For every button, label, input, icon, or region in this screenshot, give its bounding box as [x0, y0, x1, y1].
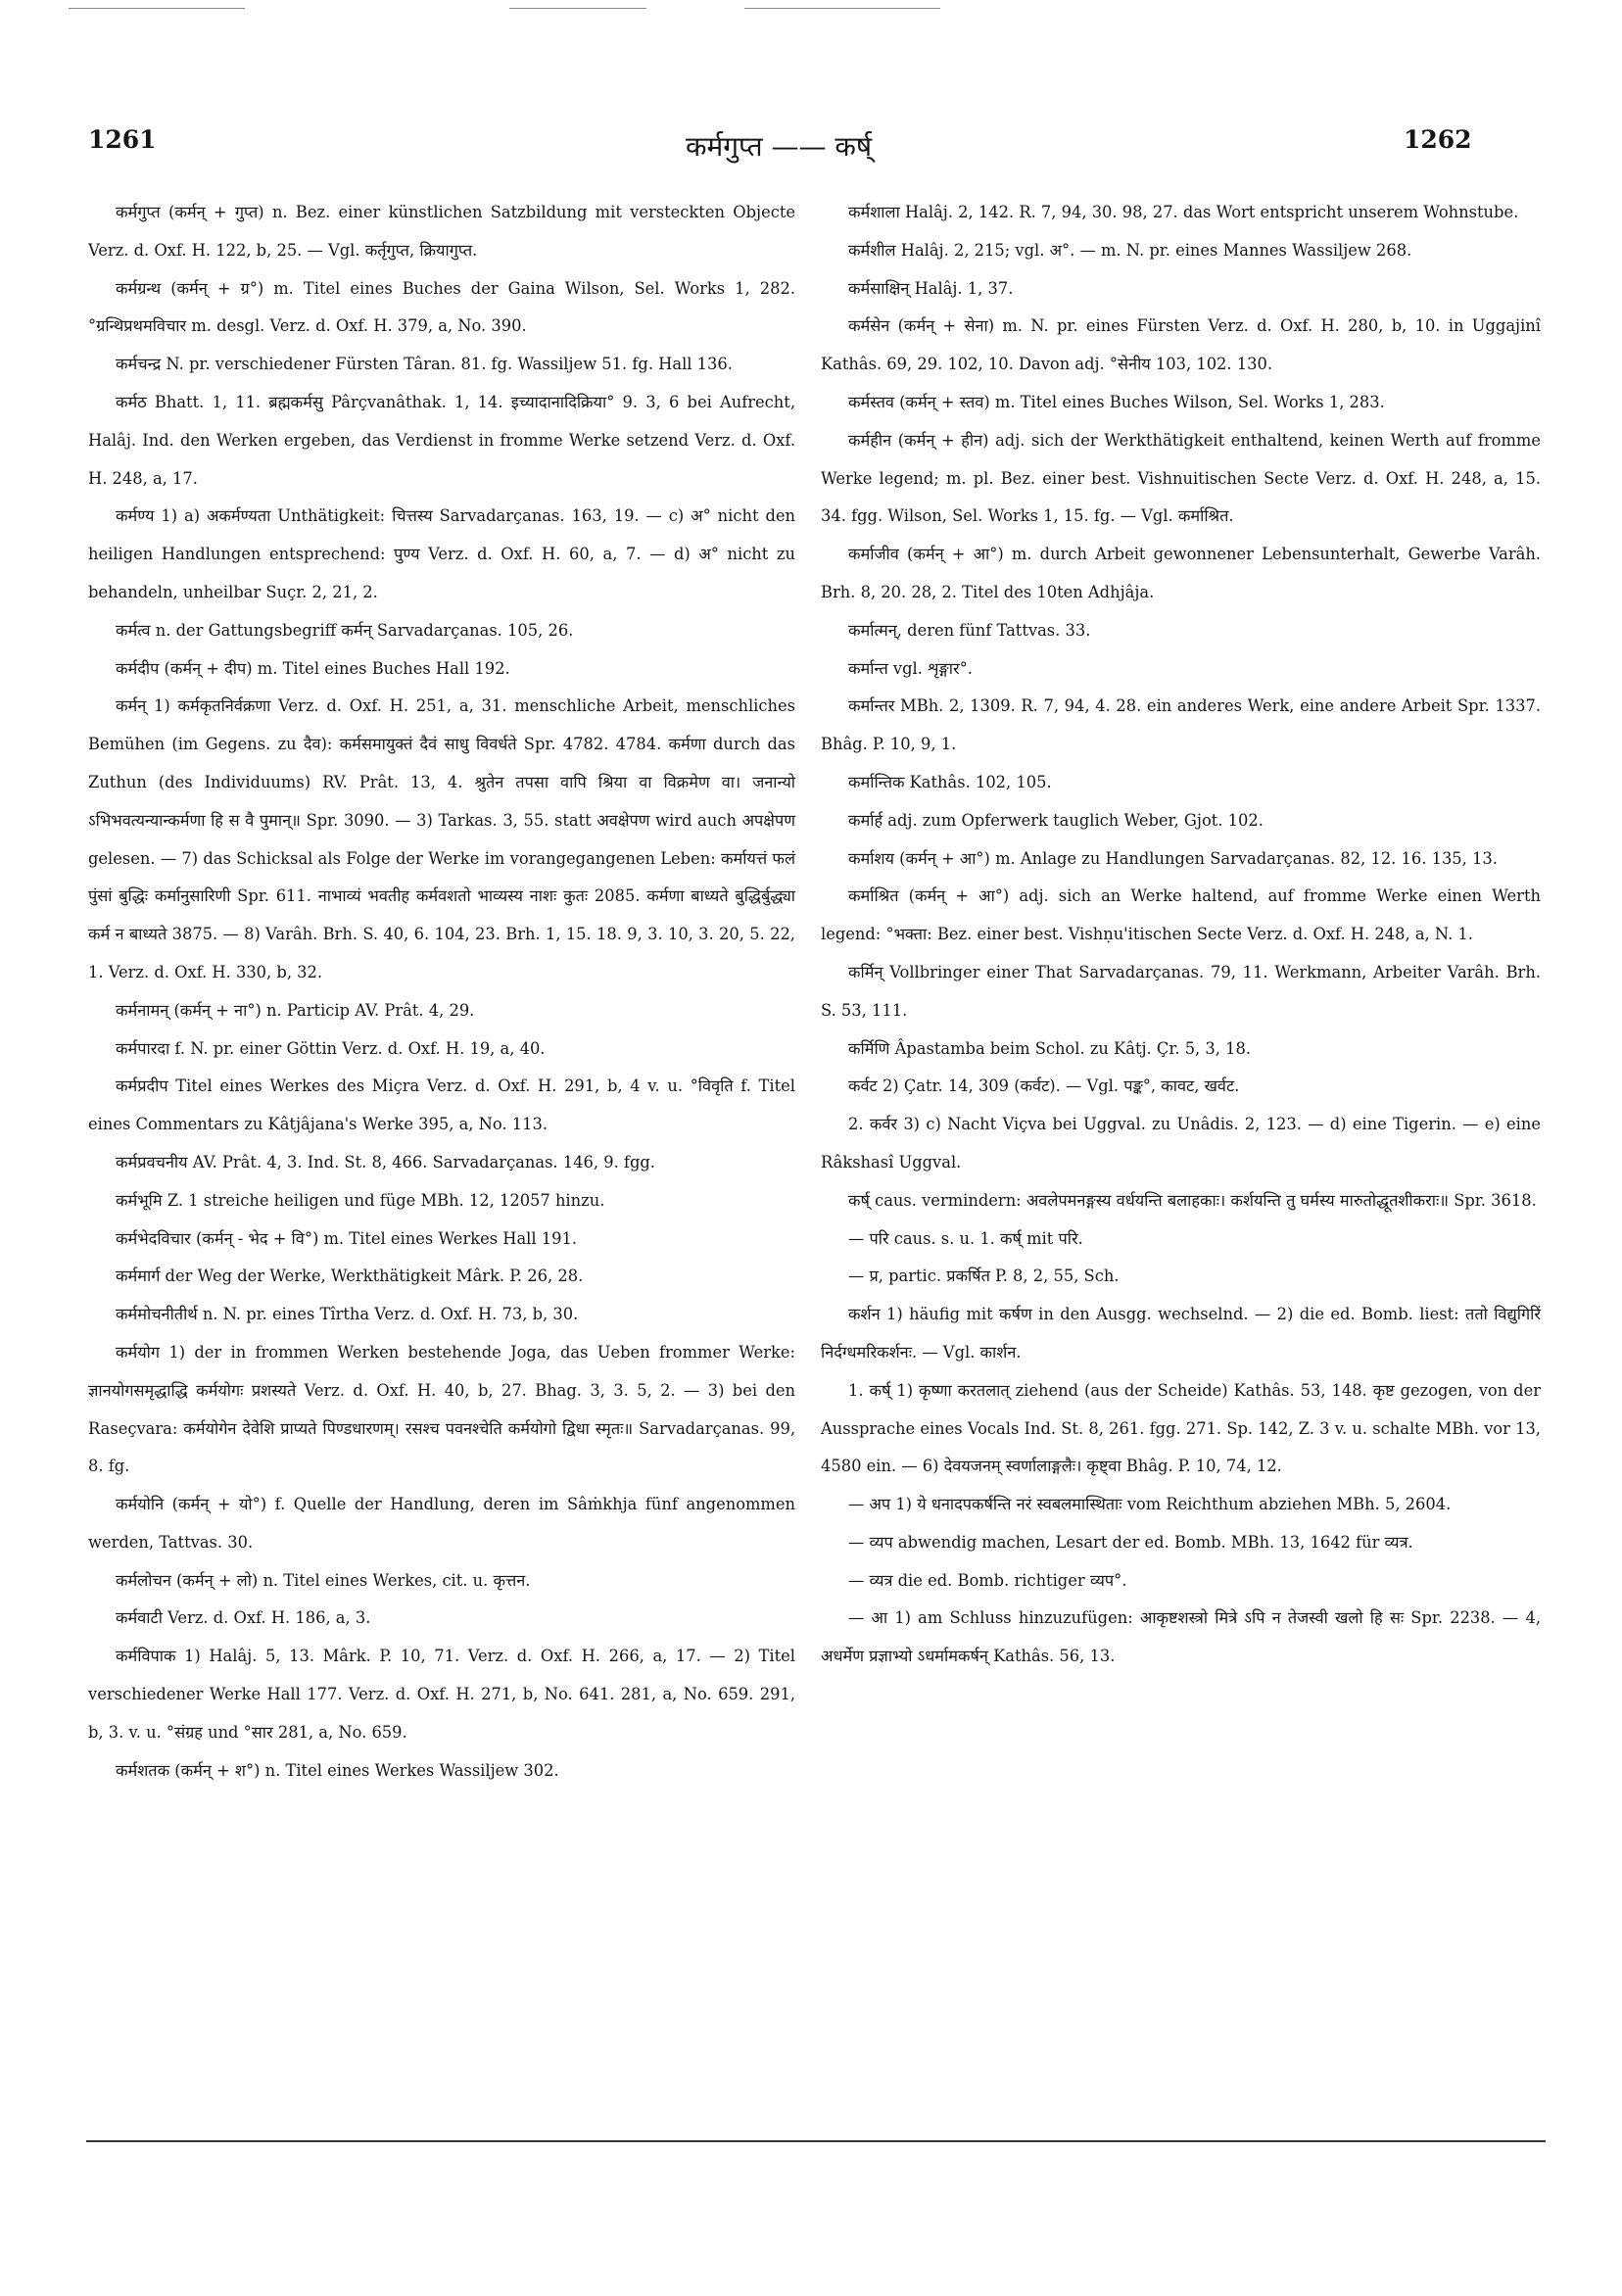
- dictionary-entry: कर्मगुप्त (कर्मन् + गुप्त) n. Bez. einer künstlichen Satzbildung mit versteckten Objecte Verz. d. Oxf. H. 122, b, 25. — Vgl. कर्तृगुप्त, क्रियागुप्त.: [88, 203, 795, 260]
- dictionary-entry: कर्शन 1) häufig mit कर्षण in den Ausgg. wechselnd. — 2) die ed. Bomb. liest: ततो विद्युगिरिं निर्दग्धमरिकर्शनः. — Vgl. कार्शन.: [821, 1305, 1541, 1362]
- dictionary-entry: 1. कर्ष् 1) कृष्णा करतलात् ziehend (aus der Scheide) Kathâs. 53, 148. कृष्ट gezogen, von der Aussprache eines Vocals Ind. St. 8, 261. fgg. 271. Sp. 142, Z. 3 v. u. schalte MBh. vor 13, 4580 ein. — 6) देवयजनम् स्वर्णालाङ्गलैः। कृष्ट्वा Bhâg. P. 10, 74, 12.: [821, 1380, 1541, 1476]
- dictionary-entry: कर्मस्तव (कर्मन् + स्तव) m. Titel eines Buches Wilson, Sel. Works 1, 283.: [848, 392, 1385, 411]
- dictionary-entry: कर्मशील Halâj. 2, 215; vgl. अ°. — m. N. pr. eines Mannes Wassiljew 268.: [848, 240, 1412, 260]
- dictionary-entry: कर्मण्य 1) a) अकर्मण्यता Unthätigkeit: चित्तस्य Sarvadarçanas. 163, 19. — c) अ° nicht den heiligen Handlungen entsprechend: पुण्य Verz. d. Oxf. H. 60, a, 7. — d) अ° nicht zu behandeln, unheilbar Suçr. 2, 21, 2.: [88, 506, 795, 601]
- dictionary-entry: कर्मपारदा f. N. pr. einer Göttin Verz. d. Oxf. H. 19, a, 40.: [116, 1038, 546, 1058]
- dictionary-column-left: [88, 194, 795, 1790]
- dictionary-entry: कर्मसेन (कर्मन् + सेना) m. N. pr. eines Fürsten Verz. d. Oxf. H. 280, b, 10. in Uggajinî Kathâs. 69, 29. 102, 10. Davon adj. °सेनीय 103, 102. 130.: [821, 316, 1541, 374]
- dictionary-entry: कर्मविपाक 1) Halâj. 5, 13. Mârk. P. 10, 71. Verz. d. Oxf. H. 266, a, 17. — 2) Titel verschiedener Werke Hall 177. Verz. d. Oxf. H. 271, b, No. 641. 281, a, No. 659. 291, b, 3. v. u. °संग्रह und °सार 281, a, No. 659.: [88, 1647, 795, 1742]
- scan-noise-left: [69, 8, 245, 9]
- dictionary-entry: कर्मयोग 1) der in frommen Werken bestehende Joga, das Ueben frommer Werke: ज्ञानयोगसमृद्धाद्धि कर्मयोगः प्रशस्यते Verz. d. Oxf. H. 40, b, 27. Bhag. 3, 3. 5, 2. — 3) bei den Raseçvara: कर्मयोगेन देवेशि प्राप्यते पिण्डधारणम्। रसश्च पवनश्चेति कर्मयोगो द्विधा स्मृतः॥ Sarvadarçanas. 99, 8. fg.: [88, 1342, 795, 1476]
- dictionary-entry: कर्ममोचनीतीर्थ n. N. pr. eines Tîrtha Verz. d. Oxf. H. 73, b, 30.: [116, 1305, 579, 1324]
- dictionary-entry: कर्मचन्द्र N. pr. verschiedener Fürsten Târan. 81. fg. Wassiljew 51. fg. Hall 136.: [116, 355, 733, 374]
- dictionary-entry: कर्मात्मन्, deren fünf Tattvas. 33.: [848, 620, 1091, 640]
- dictionary-entry: कर्मभूमि Z. 1 streiche heiligen und füge MBh. 12, 12057 hinzu.: [116, 1190, 605, 1210]
- dictionary-entry: कर्माशय (कर्मन् + आ°) m. Anlage zu Handlungen Sarvadarçanas. 82, 12. 16. 135, 13.: [848, 848, 1498, 868]
- dictionary-entry: कर्मदीप (कर्मन् + दीप) m. Titel eines Buches Hall 192.: [116, 658, 510, 678]
- running-header: कर्मगुप्त —— कर्ष्: [685, 130, 873, 163]
- dictionary-entry: कर्मप्रदीप Titel eines Werkes des Miçra Verz. d. Oxf. H. 291, b, 4 v. u. °विवृति f. Titel eines Commentars zu Kâtjâjana's Werke 395, a, No. 113.: [88, 1076, 795, 1134]
- dictionary-entry: — व्यत्र die ed. Bomb. richtiger व्यप°.: [848, 1570, 1127, 1590]
- dictionary-entry: कर्मशतक (कर्मन् + श°) n. Titel eines Werkes Wassiljew 302.: [116, 1760, 559, 1780]
- dictionary-entry: कर्मान्त vgl. शृङ्गार°.: [848, 658, 973, 678]
- dictionary-entry: — अप 1) ये धनादपकर्षन्ति नरं स्वबलमास्थिताः vom Reichthum abziehen MBh. 5, 2604.: [848, 1495, 1452, 1514]
- dictionary-entry: कर्मवाटी Verz. d. Oxf. H. 186, a, 3.: [116, 1608, 371, 1628]
- dictionary-entry: कर्महीन (कर्मन् + हीन) adj. sich der Werkthätigkeit enthaltend, keinen Werth auf fromme Werke legend; m. pl. Bez. einer best. Vishnuitischen Secte Verz. d. Oxf. H. 248, a, 15. 34. fgg. Wilson, Sel. Works 1, 15. fg. — Vgl. कर्माश्रित.: [821, 430, 1541, 526]
- scan-noise-mid: [509, 8, 646, 9]
- dictionary-entry: कर्ष् caus. vermindern: अवलेपमनङ्गस्य वर्धयन्ति बलाहकाः। कर्शयन्ति तु घर्मस्य मारुतोद्धूतशीकराः॥ Spr. 3618.: [848, 1190, 1537, 1210]
- dictionary-entry: कर्मान्तर MBh. 2, 1309. R. 7, 94, 4. 28. ein anderes Werk, eine andere Arbeit Spr. 1337. Bhâg. P. 10, 9, 1.: [821, 696, 1541, 754]
- dictionary-entry: कर्मन् 1) कर्मकृतनिर्वक्रणा Verz. d. Oxf. H. 251, a, 31. menschliche Arbeit, menschliches Bemühen (im Gegens. zu दैव): कर्मसमायुक्तं दैवं साधु विवर्धते Spr. 4782. 4784. कर्मणा durch das Zuthun (des Individuums) RV. Prât. 13, 4. श्रुतेन तपसा वापि श्रिया वा विक्रमेण वा। जनान्यो ऽभिभवत्यन्यान्कर्मणा हि स वै पुमान्॥ Spr. 3090. — 3) Tarkas. 3, 55. statt अवक्षेपण wird auch अपक्षेपण gelesen. — 7) das Schicksal als Folge der Werke im vorangegangenen Leben: कर्मायत्तं फलं पुंसां बुद्धिः कर्मानुसारिणी Spr. 611. नाभाव्यं भवतीह कर्मवशतो भाव्यस्य नाशः कुतः 2085. कर्मणा बाध्यते बुद्धिर्बुद्ध्या कर्म न बाध्यते 3875. — 8) Varâh. Brh. S. 40, 6. 104, 23. Brh. 1, 15. 18. 9, 3. 10, 3. 20, 5. 22, 1. Verz. d. Oxf. H. 330, b, 32.: [88, 696, 795, 981]
- dictionary-entry: कर्मिणि Âpastamba beim Schol. zu Kâtj. Çr. 5, 3, 18.: [848, 1038, 1252, 1058]
- dictionary-entry: कर्मठ Bhatt. 1, 11. ब्रह्मकर्मसु Pârçvanâthak. 1, 14. इच्यादानादिक्रिया° 9. 3, 6 bei Aufrecht, Halâj. Ind. den Werken ergeben, das Verdienst in fromme Werke setzend Verz. d. Oxf. H. 248, a, 17.: [88, 392, 795, 488]
- dictionary-entry: कर्मशाला Halâj. 2, 142. R. 7, 94, 30. 98, 27. das Wort entspricht unserem Wohnstube.: [848, 203, 1519, 221]
- dictionary-entry: कर्वट 2) Çatr. 14, 309 (कर्वट). — Vgl. पङ्क°, कावट, खर्वट.: [848, 1076, 1240, 1096]
- dictionary-entry: कर्माजीव (कर्मन् + आ°) m. durch Arbeit gewonnener Lebensunterhalt, Gewerbe Varâh. Brh. 8, 20. 28, 2. Titel des 10ten Adhjâja.: [821, 545, 1541, 601]
- dictionary-entry: — व्यप abwendig machen, Lesart der ed. Bomb. MBh. 13, 1642 für व्यत्र.: [848, 1532, 1413, 1552]
- dictionary-entry: कर्मप्रवचनीय AV. Prât. 4, 3. Ind. St. 8, 466. Sarvadarçanas. 146, 9. fgg.: [116, 1152, 655, 1172]
- dictionary-entry: कर्मान्तिक Kathâs. 102, 105.: [848, 772, 1052, 791]
- dictionary-entry: कर्ममार्ग der Weg der Werke, Werkthätigkeit Mârk. P. 26, 28.: [116, 1267, 584, 1286]
- bottom-rule: [86, 2140, 1546, 2142]
- dictionary-entry: कर्मलोचन (कर्मन् + लो) n. Titel eines Werkes, cit. u. कृत्तन.: [116, 1570, 531, 1590]
- scan-noise-right: [744, 8, 940, 9]
- dictionary-entry: कर्माश्रित (कर्मन् + आ°) adj. sich an Werke haltend, auf fromme Werke einen Werth legend: °भक्ता: Bez. einer best. Vishṇu'itischen Secte Verz. d. Oxf. H. 248, a, N. 1.: [821, 886, 1541, 944]
- dictionary-entry: कर्मिन् Vollbringer einer That Sarvadarçanas. 79, 11. Werkmann, Arbeiter Varâh. Brh. S. 53, 111.: [821, 962, 1541, 1020]
- dictionary-entry: 2. कर्वर 3) c) Nacht Viçva bei Uggval. zu Unâdis. 2, 123. — d) eine Tigerin. — e) eine Râkshasî Uggval.: [821, 1115, 1541, 1172]
- dictionary-entry: — आ 1) am Schluss hinzuzufügen: आकृष्टशस्त्रो मित्रे ऽपि न तेजस्वी खलो हि सः Spr. 2238. — 4, अधर्मेण प्रज्ञाभ्यो ऽधर्मामकर्षन् Kathâs. 56, 13.: [821, 1608, 1541, 1666]
- dictionary-entry: कर्मग्रन्थ (कर्मन् + ग्र°) m. Titel eines Buches der Gaina Wilson, Sel. Works 1, 282. °ग्रन्थिप्रथमविचार m. desgl. Verz. d. Oxf. H. 379, a, No. 390.: [88, 278, 795, 336]
- dictionary-entry: कर्मयोनि (कर्मन् + यो°) f. Quelle der Handlung, deren im Sâṁkhja fünf angenommen werden, Tattvas. 30.: [88, 1495, 795, 1552]
- dictionary-column-right: [821, 194, 1541, 1676]
- dictionary-entry: — प्र, partic. प्रकर्षित P. 8, 2, 55, Sch.: [848, 1267, 1120, 1286]
- dictionary-entry: कर्मसाक्षिन् Halâj. 1, 37.: [848, 278, 1014, 298]
- dictionary-entry: — परि caus. s. u. 1. कर्ष् mit परि.: [848, 1228, 1083, 1248]
- dictionary-entry: कर्मनामन् (कर्मन् + ना°) n. Particip AV. Prât. 4, 29.: [116, 1000, 475, 1020]
- dictionary-entry: कर्मार्ह adj. zum Opferwerk tauglich Weber, Gjot. 102.: [848, 810, 1264, 830]
- dictionary-entry: कर्मत्व n. der Gattungsbegriff कर्मन् Sarvadarçanas. 105, 26.: [116, 620, 574, 640]
- dictionary-entry: कर्मभेदविचार (कर्मन् - भेद + वि°) m. Titel eines Werkes Hall 191.: [116, 1228, 578, 1248]
- page-number-left: 1261: [88, 125, 157, 154]
- page-number-right: 1262: [1404, 125, 1472, 154]
